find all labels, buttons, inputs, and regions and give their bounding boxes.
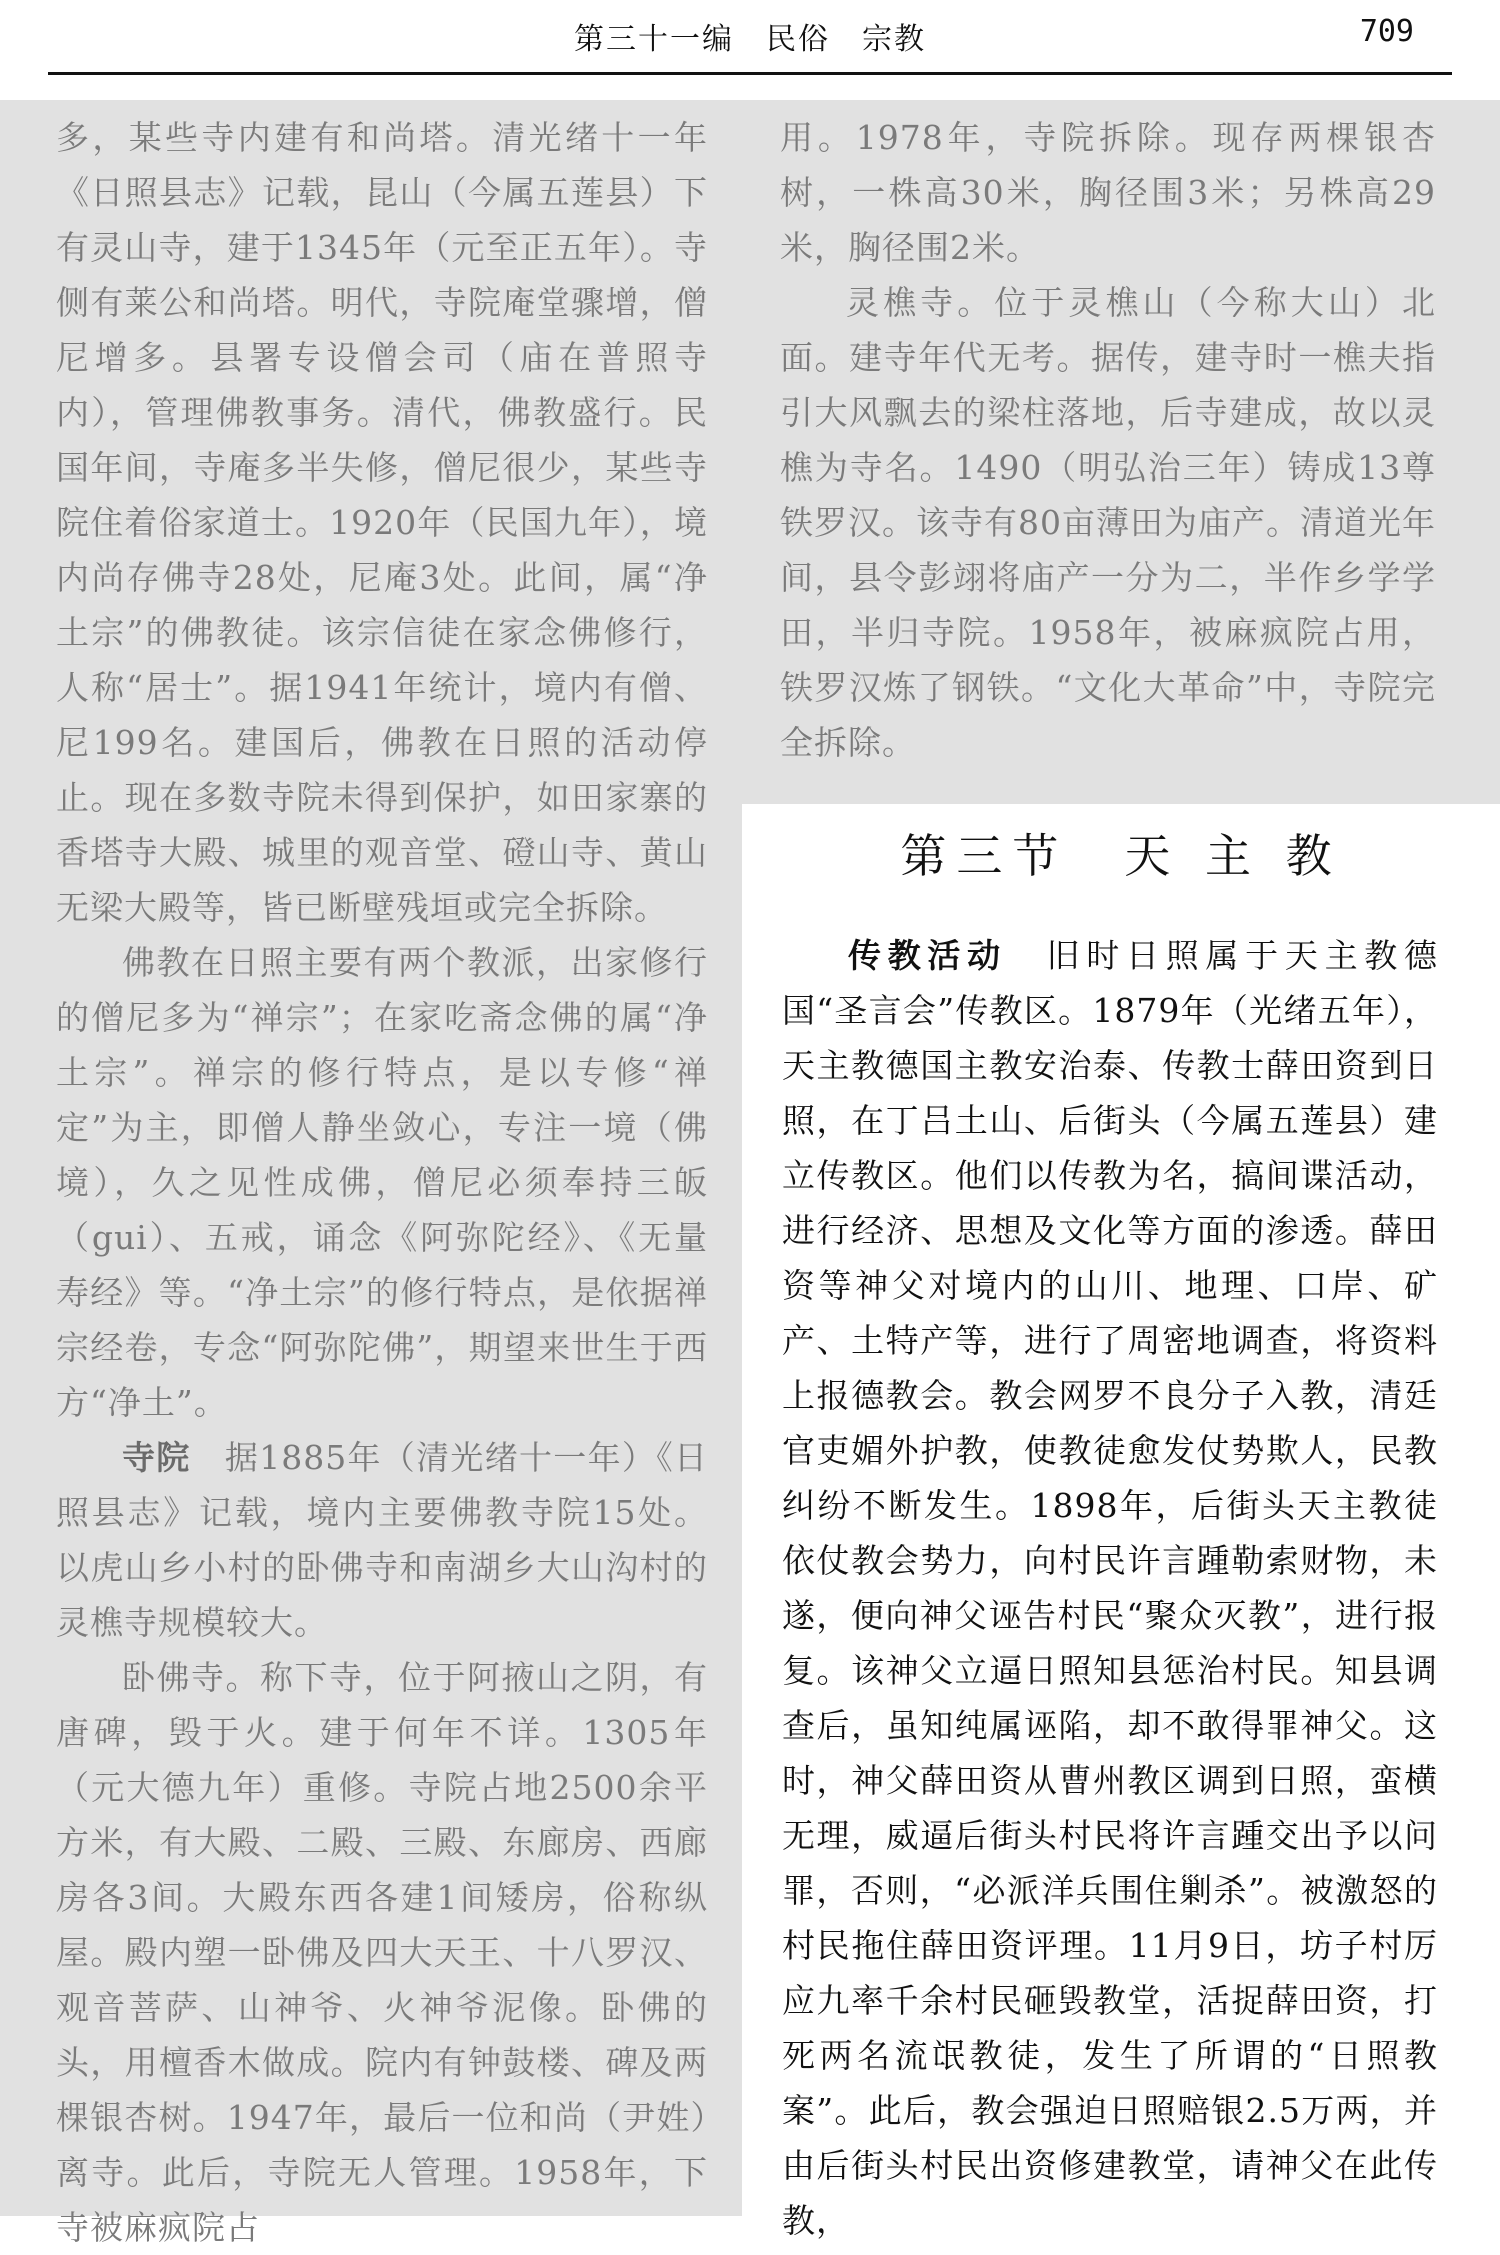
subheading-missionary-activity: 传教活动 (848, 936, 1007, 975)
paragraph-missionary-activity (782, 928, 1438, 2248)
subheading-temples: 寺院 (122, 1438, 191, 1477)
paragraph-temples-body: 据1885年（清光绪十一年）《日照县志》记载，境内主要佛教寺院15处。以虎山乡小村的卧佛寺和南湖乡大山沟村的灵樵寺规模较大。 (56, 1438, 709, 1642)
paragraph-missionary-body: 旧时日照属于天主教德国“圣言会”传教区。1879年（光绪五年），天主教德国主教安治泰、传教士薛田资到日照，在丁吕土山、后街头（今属五莲县）建立传教区。他们以传教为名，搞间谍活动，进行经济、思想及文化等方面的渗透。薛田资等神父对境内的山川、地理、口岸、矿产、土特产等，进行了周密地调查，将资料上报德教会。教会网罗不良分子入教，清廷官吏媚外护教，使教徒愈发仗势欺人，民教纠纷不断发生。1898年，后街头天主教徒依仗教会势力，向村民许言踵勒索财物，未遂，便向神父诬告村民“聚众灭教”，进行报复。该神父立逼日照知县惩治村民。知县调查后，虽知纯属诬陷，却不敢得罪神父。这时，神父薛田资从曹州教区调到日照，蛮横无理，威逼后街头村民将许言踵交出予以问罪，否则，“必派洋兵围住剿杀”。被激怒的村民拖住薛田资评理。11月9日，坊子村厉应九率千余村民砸毁教堂，活捉薛田资，打死两名流氓教徒，发生了所谓的“日照教案”。此后，教会强迫日照赔银2.5万两，并由后街头村民出资修建教堂，请神父在此传教， (782, 936, 1439, 2240)
right-column-top (780, 110, 1436, 770)
right-column (782, 928, 1438, 2248)
paragraph-wofo-temple: 卧佛寺。称下寺，位于阿掖山之阴，有唐碑，毁于火。建于何年不详。1305年（元大德九年）重修。寺院占地2500余平方米，有大殿、二殿、三殿、东廊房、西廊房各3间。大殿东西各建1间矮房，俗称纵屋。殿内塑一卧佛及四大天王、十八罗汉、观音菩萨、山神爷、火神爷泥像。卧佛的头，用檀香木做成。院内有钟鼓楼、碑及两棵银杏树。1947年，最后一位和尚（尹姓）离寺。此后，寺院无人管理。1958年，下寺被麻疯院占 (56, 1658, 708, 2247)
left-column (56, 110, 708, 2255)
running-title: 第三十一编 民俗 宗教 (574, 22, 926, 57)
paragraph-lingqiao-temple: 灵樵寺。位于灵樵山（今称大山）北面。建寺年代无考。据传，建寺时一樵夫指引大风飘去的梁柱落地，后寺建成，故以灵樵为寺名。1490（明弘治三年）铸成13尊铁罗汉。该寺有80亩薄田为庙产。清道光年间，县令彭翊将庙产一分为二，半作乡学学田，半归寺院。1958年，被麻疯院占用，铁罗汉炼了钢铁。“文化大革命”中，寺院完全拆除。 (780, 283, 1436, 762)
page-header (48, 0, 1452, 75)
section-heading: 第三节 天 主 教 (900, 829, 1342, 883)
paragraph-wofo-temple-cont: 用。1978年，寺院拆除。现存两棵银杏树，一株高30米，胸径围3米；另株高29米，胸径围2米。 (780, 118, 1436, 267)
paragraph-buddhism-history: 多，某些寺内建有和尚塔。清光绪十一年《日照县志》记载，昆山（今属五莲县）下有灵山寺，建于1345年（元至正五年）。寺侧有莱公和尚塔。明代，寺院庵堂骤增，僧尼增多。县署专设僧会司（庙在普照寺内），管理佛教事务。清代，佛教盛行。民国年间，寺庵多半失修，僧尼很少，某些寺院住着俗家道士。1920年（民国九年），境内尚存佛寺28处，尼庵3处。此间，属“净土宗”的佛教徒。该宗信徒在家念佛修行，人称“居士”。据1941年统计，境内有僧、尼199名。建国后，佛教在日照的活动停止。现在多数寺院未得到保护，如田家寨的香塔寺大殿、城里的观音堂、磴山寺、黄山无梁大殿等，皆已断壁残垣或完全拆除。 (56, 118, 708, 927)
paragraph-temples (56, 1430, 708, 1650)
paragraph-buddhism-schools: 佛教在日照主要有两个教派，出家修行的僧尼多为“禅宗”；在家吃斋念佛的属“净土宗”。禅宗的修行特点，是以专修“禅定”为主，即僧人静坐敛心，专注一境（佛境），久之见性成佛，僧尼必须奉持三皈（gui）、五戒，诵念《阿弥陀经》、《无量寿经》等。“净土宗”的修行特点，是依据禅宗经卷，专念“阿弥陀佛”，期望来世生于西方“净土”。 (56, 943, 708, 1422)
page-number: 709 (1359, 14, 1414, 49)
